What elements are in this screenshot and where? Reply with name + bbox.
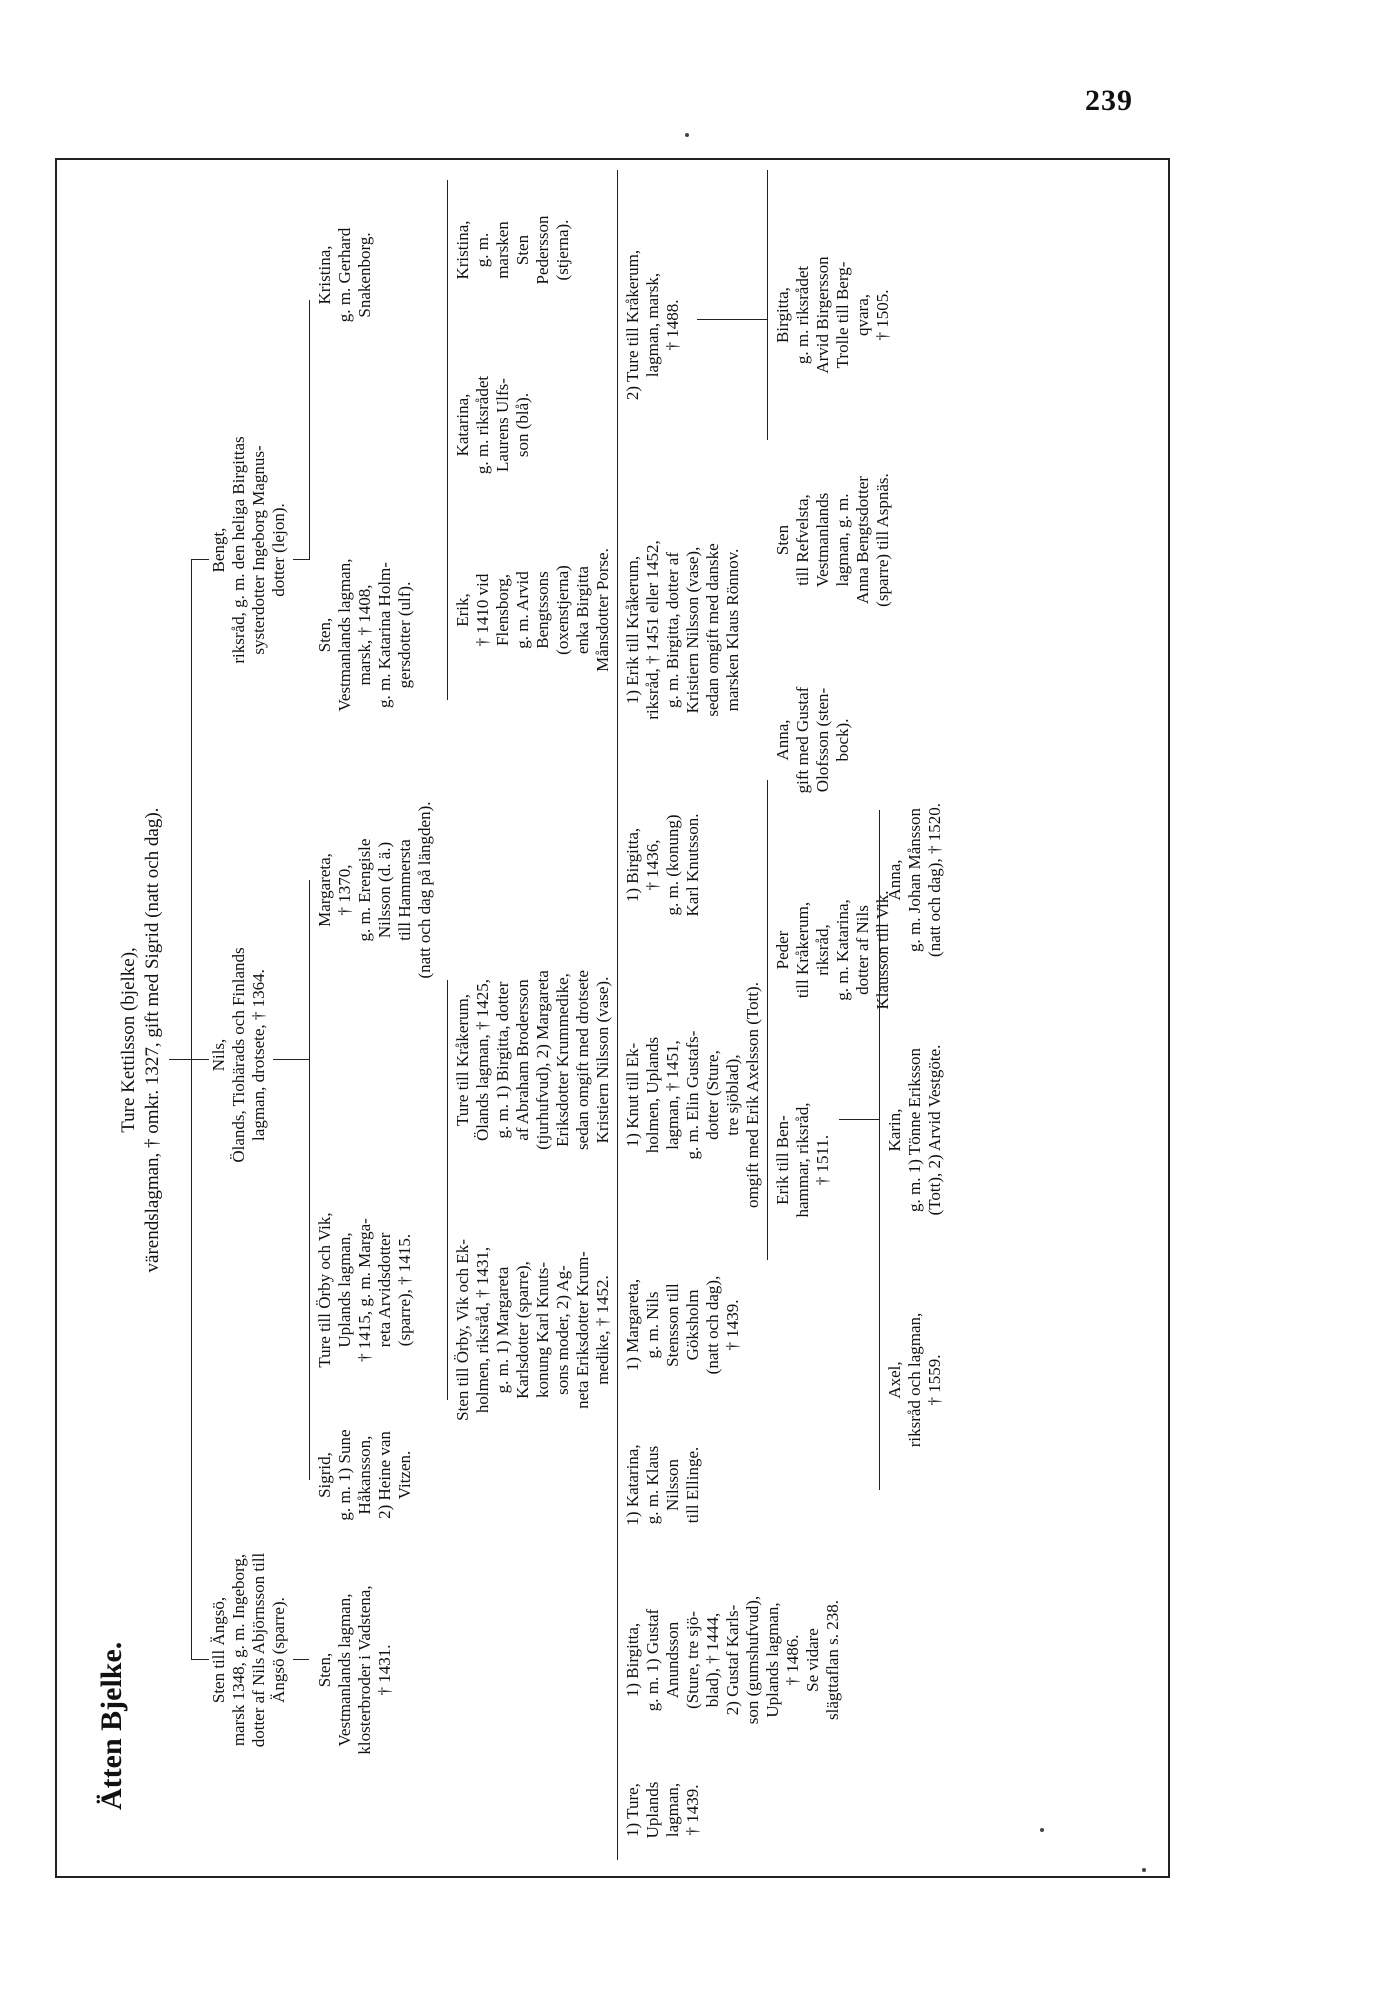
node-ture-orby: Ture till Örby och Vik, Uplands lagman, † 1415, g. m. Marga- reta Arvidsdotter (sparre), † 1415. [315,1212,414,1368]
print-speck [1142,1868,1146,1872]
connector [839,1119,879,1120]
node-margareta: Margareta, † 1370, g. m. Erengisle Nilsson (d. ä.) till Hammersta (natt och dag på längden). [315,801,434,979]
print-speck [1040,1828,1044,1832]
genealogy-sheet [57,160,1172,1880]
node-erik-krakerum: 1) Erik till Kråkerum, riksråd, † 1451 eller 1452, g. m. Birgitta, dotter af Kristiern Nilsson (vase), sedan omgift med danske marsken Klaus Rönnov. [623,540,742,720]
connector [191,559,209,560]
connector [447,980,448,1400]
connector [447,180,448,700]
node-sigrid: Sigrid, g. m. 1) Sune Håkansson, 2) Heine van Vitzen. [315,1429,414,1521]
node-margareta-goksholm: 1) Margareta, g. m. Nils Stensson till Göksholm (natt och dag), † 1439. [623,1275,742,1375]
connector [191,1059,209,1060]
connector [293,1659,309,1660]
node-kristina-snakenborg: Kristina, g. m. Gerhard Snakenborg. [315,227,374,323]
node-birgitta-sture: 1) Birgitta, g. m. 1) Gustaf Anundsson (Sture, tre sjö- blad), † 1444, 2) Gustaf Karls- son (gumshufvud), Uplands lagman, † 1486. Se vidare slägttaflan s. 238. [623,1595,842,1725]
node-nils: Nils, Ölands, Tiohärads och Finlands lagman, drotsete, † 1364. [209,947,268,1163]
node-knut-ekholmen: 1) Knut till Ek- holmen, Uplands lagman, † 1451, g. m. Elin Gustafs- dotter (Sture, tre sjöblad), omgift med Erik Axelsson (Tott). [623,982,762,1208]
connector [767,170,768,440]
node-ture-kettilsson: Ture Kettilsson (bjelke), värendslagman, † omkr. 1327, gift med Sigrid (natt och dag). [118,807,163,1273]
node-birgitta-konung: 1) Birgitta, † 1436, g. m. (konung) Karl Knutsson. [623,813,702,917]
print-speck [685,133,689,137]
connector [697,319,767,320]
node-sten-vestmanland: Sten, Vestmanlands lagman, klosterbroder i Vadstena, † 1431. [315,1585,394,1755]
node-anna-stenbock: Anna, gift med Gustaf Olofsson (sten- bock). [773,686,852,794]
node-anna-mansson: Anna, g. m. Johan Månsson (natt och dag), † 1520. [885,803,944,957]
connector [191,560,192,1660]
node-erik-flensborg: Erik, † 1410 vid Flensborg, g. m. Arvid Bengtssons (oxenstjerna) enka Birgitta Månsdotter Porse. [453,548,612,672]
node-sten-refvelsta: Sten till Refvelsta, Vestmanlands lagman, g. m. Anna Bengtsdotter (sparre) till Aspnäs. [773,473,892,607]
node-peder-krakerum: Peder till Kråkerum, riksråd, g. m. Katarina, dotter af Nils Klausson till Vik. [773,890,892,1010]
connector [273,1059,309,1060]
node-sten-angso: Sten till Ängsö, marsk 1348, g. m. Ingeborg, dotter af Nils Abjörnsson till Ängsö (sparre). [209,1552,288,1748]
connector [767,780,768,1260]
connector [617,170,618,1860]
node-katarina-ulfsson: Katarina, g. m. riksrådet Laurens Ulfs- son (blå). [453,375,532,475]
connector [879,810,880,1490]
genealogy-table-frame [55,158,1170,1878]
node-bengt: Bengt, riksråd, g. m. den heliga Birgittas systerdotter Ingeborg Magnus- dotter (lejon). [209,436,288,664]
node-sten-marsk: Sten, Vestmanlands lagman, marsk, † 1408, g. m. Katarina Holm- gersdotter (ulf). [315,558,414,712]
node-katarina-ellinge: 1) Katarina, g. m. Klaus Nilsson till Ellinge. [623,1444,702,1526]
connector [293,559,309,560]
family-title: Ätten Bjelke. [95,1641,128,1810]
connector [309,880,310,1480]
node-erik-benhammar: Erik till Ben- hammar, riksråd, † 1511. [773,1102,832,1218]
node-birgitta-trolle: Birgitta, g. m. riksrådet Arvid Birgersson Trolle till Berg- qvara, † 1505. [773,256,892,374]
node-ture-krakerum: Ture till Kråkerum, Ölands lagman, † 1425, g. m. 1) Birgitta, dotter af Abraham Brodersson (tjurhufvud), 2) Margareta Eriksdotter Krummedike, sedan omgift med drotsete Kristiern Nilsson (vase). [453,970,612,1150]
node-ture-krakerum-marsk: 2) Ture till Kråkerum, lagman, marsk, † 1488. [623,249,682,401]
node-axel: Axel, riksråd och lagman, † 1559. [885,1312,944,1448]
node-karin: Karin, g. m. 1) Tönne Eriksson (Tott), 2) Arvid Vestgöte. [885,1044,944,1216]
node-ture-uplands: 1) Ture, Uplands lagman, † 1439. [623,1781,702,1839]
connector [191,1659,209,1660]
connector [309,300,310,560]
node-kristina-stjerna: Kristina, g. m. marsken Sten Pedersson (stjerna). [453,215,572,285]
connector [169,1059,191,1060]
node-sten-orby: Sten till Örby, Vik och Ek- holmen, riksråd, † 1431, g. m. 1) Margareta Karlsdotter (sparre), konung Karl Knuts- sons moder, 2) Ag- neta Eriksdotter Krum- medike, † 1452. [453,1239,612,1421]
page-number: 239 [1085,84,1133,117]
